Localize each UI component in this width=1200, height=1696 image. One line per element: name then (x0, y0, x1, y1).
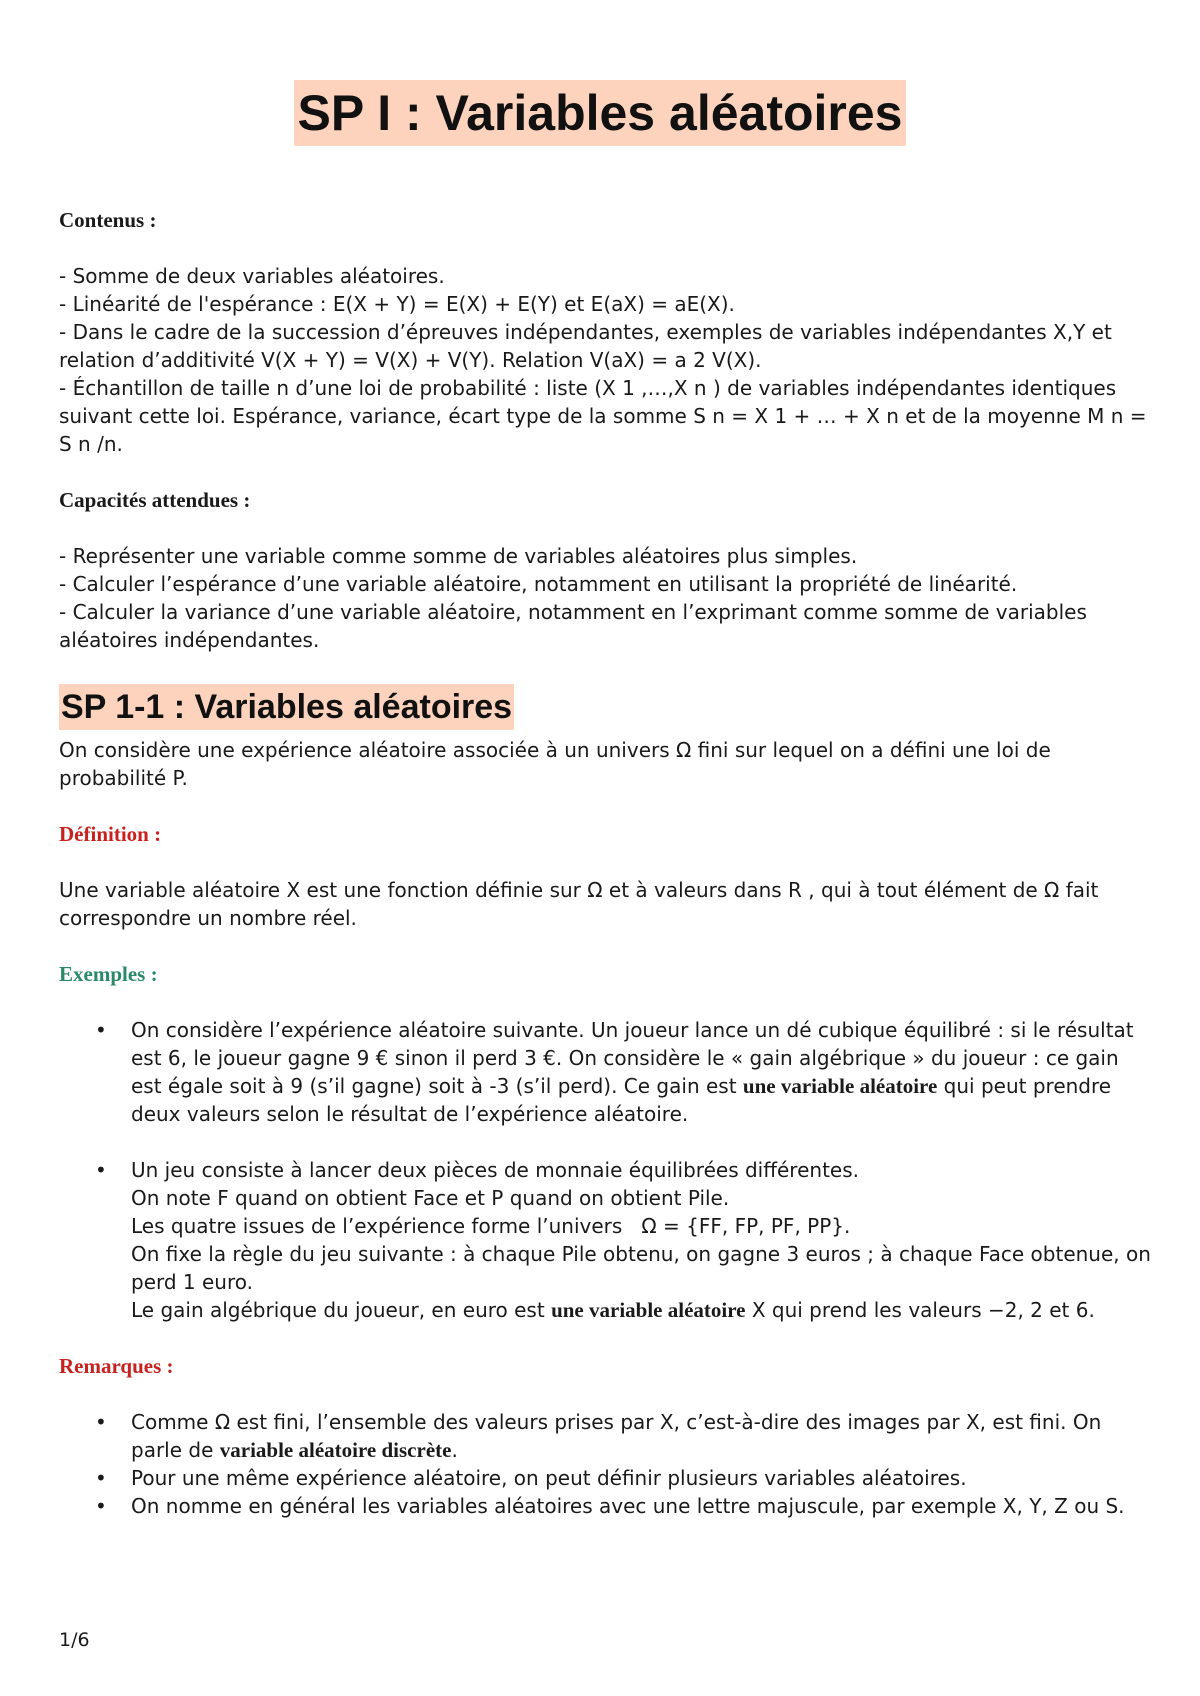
list-item: • On nomme en général les variables aléatoires avec une lettre majuscule, par exemple X, Y, Z ou S. (95, 1494, 1125, 1518)
list-item: • On considère l’expérience aléatoire suivante. Un joueur lance un dé cubique équilibré : si le résultat est 6, le joueur gagne 9 € sinon il perd 3 €. On considère le « gain algébrique » du joueur : ce gain est égale soit à 9 (s’il gagne) soit à -3 (s’il perd). Ce gain est une variable aléatoire qui peut prendre deux valeurs selon le résultat de l’expérience aléatoire. (95, 1018, 1134, 1126)
capacites-item: - Calculer la variance d’une variable aléatoire, notamment en l’exprimant comme somme de variables aléatoires indépendantes. (59, 600, 1087, 652)
contenus-item: - Dans le cadre de la succession d’épreuves indépendantes, exemples de variables indépendantes X,Y et relation d’additivité V(X + Y) = V(X) + V(Y). Relation V(aX) = a 2 V(X). (59, 320, 1112, 372)
bold-term: une variable aléatoire (742, 1074, 938, 1098)
definition-text: Une variable aléatoire X est une fonction définie sur Ω et à valeurs dans R , qui à tout élément de Ω fait correspondre un nombre réel. (59, 878, 1099, 930)
definition-heading: Définition : (59, 822, 162, 846)
section-intro: On considère une expérience aléatoire associée à un univers Ω fini sur lequel on a défini une loi de probabilité P. (59, 738, 1051, 790)
examples-list (59, 1016, 1154, 1324)
bullet-icon: • (95, 1158, 107, 1182)
section-heading: SP 1-1 : Variables aléatoires (59, 684, 514, 730)
bold-term: variable aléatoire discrète (219, 1438, 452, 1462)
capacites-item: - Calculer l’espérance d’une variable aléatoire, notamment en utilisant la propriété de linéarité. (59, 572, 1018, 596)
contenus-item: - Linéarité de l'espérance : E(X + Y) = E(X) + E(Y) et E(aX) = aE(X). (59, 292, 735, 316)
bullet-icon: • (95, 1466, 107, 1490)
remarks-list (59, 1408, 1154, 1520)
page-number: 1/6 (59, 1629, 90, 1651)
title-container (0, 80, 1200, 146)
list-item: • Un jeu consiste à lancer deux pièces de monnaie équilibrées différentes. On note F quand on obtient Face et P quand on obtient Pile. Les quatre issues de l’expérience forme l’univers Ω = {FF, FP, PF, PP}. On fixe la règle du jeu suivante : à chaque Pile obtenu, on gagne 3 euros ; à chaque Face obtenue, on perd 1 euro. Le gain algébrique du joueur, en euro est une variable aléatoire X qui prend les valeurs −2, 2 et 6. (95, 1158, 1151, 1322)
capacites-item: - Représenter une variable comme somme de variables aléatoires plus simples. (59, 544, 858, 568)
contenus-heading: Contenus : (59, 208, 157, 232)
document-body (59, 206, 1154, 1520)
exemples-heading: Exemples : (59, 962, 158, 986)
remarques-heading: Remarques : (59, 1354, 174, 1378)
contenus-item: - Échantillon de taille n d’une loi de probabilité : liste (X 1 ,…,X n ) de variables indépendantes identiques suivant cette loi. Espérance, variance, écart type de la somme S n = X 1 + … + X n et de la moyenne M n = S n /n. (59, 376, 1147, 456)
bullet-icon: • (95, 1410, 107, 1434)
contenus-item: - Somme de deux variables aléatoires. (59, 264, 445, 288)
bold-term: une variable aléatoire (551, 1298, 746, 1322)
page-title: SP I : Variables aléatoires (294, 80, 907, 146)
bullet-icon: • (95, 1494, 107, 1518)
list-item: • Comme Ω est fini, l’ensemble des valeurs prises par X, c’est-à-dire des images par X, est fini. On parle de variable aléatoire discrète. (95, 1410, 1102, 1462)
list-item: • Pour une même expérience aléatoire, on peut définir plusieurs variables aléatoires. (95, 1466, 967, 1490)
capacites-heading: Capacités attendues : (59, 488, 251, 512)
bullet-icon: • (95, 1018, 107, 1042)
